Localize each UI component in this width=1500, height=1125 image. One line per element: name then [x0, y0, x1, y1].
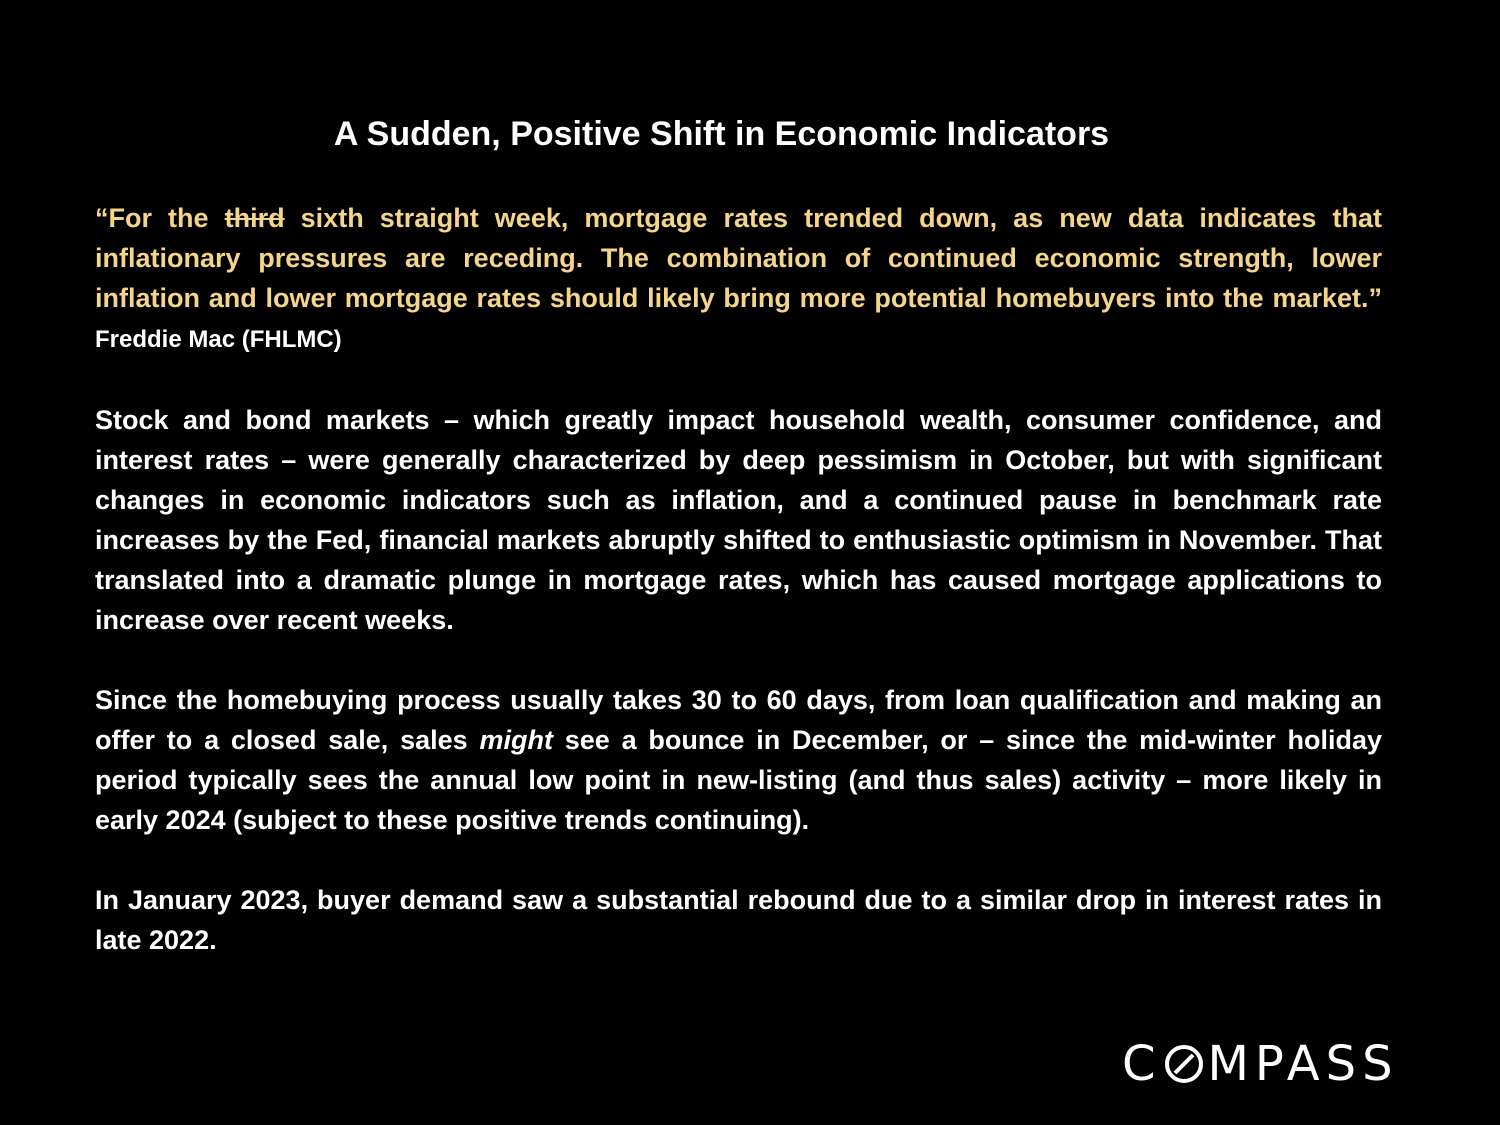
- quote-source: Freddie Mac (FHLMC): [95, 326, 342, 353]
- logo-prefix: C: [1122, 1036, 1162, 1092]
- slide-title: A Sudden, Positive Shift in Economic Indicators: [333, 115, 1110, 153]
- emphasis-might: might: [479, 725, 553, 755]
- paragraph-markets: Stock and bond markets – which greatly impact household wealth, consumer confidence, and interest rates – were generally characterized by deep pessimism in October, but with significant changes in economic indicators such as inflation, and a continued pause in benchmark rate increases by the Fed, financial markets abruptly shifted to enthusiastic optimism in November. That translated into a dramatic plunge in mortgage rates, which has caused mortgage applications to increase over recent weeks.: [95, 405, 1382, 635]
- paragraph-homebuying: [95, 680, 1382, 840]
- compass-o-icon: [1164, 1044, 1204, 1084]
- compass-logo: [1122, 1038, 1442, 1090]
- paragraph-homebuying-before: Since the homebuying process usually takes 30 to 60 days, from loan qualification and making an offer to a closed sale, sales: [95, 685, 1382, 755]
- logo-suffix: MPASS: [1207, 1036, 1399, 1092]
- struck-word: third: [224, 203, 285, 233]
- slide-body: [95, 198, 1382, 1000]
- quote-paragraph: [95, 198, 1382, 360]
- quote-open: “For the: [95, 203, 225, 233]
- paragraph-january: In January 2023, buyer demand saw a substantial rebound due to a similar drop in interest rates in late 2022.: [95, 885, 1382, 955]
- quote-text: [95, 203, 1382, 313]
- quote-rest: sixth straight week, mortgage rates trended down, as new data indicates that inflationary pressures are receding. The combination of continued economic strength, lower inflation and lower mortgage rates should likely bring more potential homebuyers into the market.”: [95, 203, 1382, 313]
- paragraph-homebuying-after: see a bounce in December, or – since the mid-winter holiday period typically sees the annual low point in new-listing (and thus sales) activity – more likely in early 2024 (subject to these positive trends continuing).: [95, 725, 1382, 835]
